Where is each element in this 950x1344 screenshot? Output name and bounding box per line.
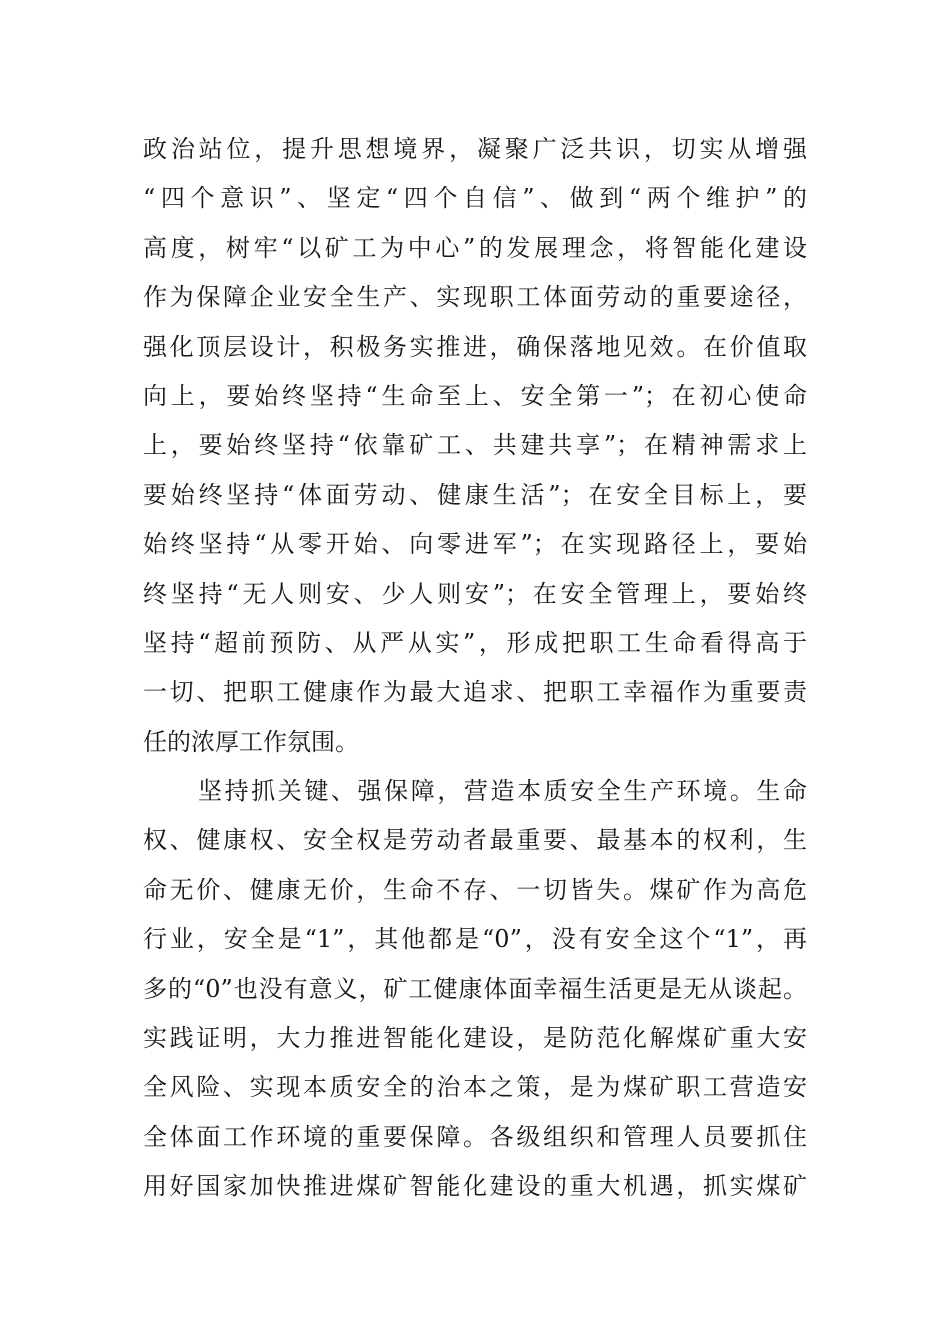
text-line: 一切、把职工健康作为最大追求、把职工幸福作为重要责	[143, 678, 807, 707]
text-line: 行业，安全是“1”，其他都是“0”，没有安全这个“1”，再	[143, 925, 807, 954]
text-line: 实践证明，大力推进智能化建设，是防范化解煤矿重大安	[143, 1024, 807, 1053]
text-line: “四个意识”、坚定“四个自信”、做到“两个维护”的	[143, 184, 807, 213]
text-line: 命无价、健康无价，生命不存、一切皆失。煤矿作为高危	[143, 875, 807, 904]
text-line: 坚持抓关键、强保障，营造本质安全生产环境。生命	[198, 777, 807, 806]
text-line: 始终坚持“从零开始、向零进军”；在实现路径上，要始	[143, 530, 807, 559]
text-line: 坚持“超前预防、从严从实”，形成把职工生命看得高于	[143, 628, 807, 657]
text-line: 上，要始终坚持“依靠矿工、共建共享”；在精神需求上	[143, 431, 807, 460]
text-line: 用好国家加快推进煤矿智能化建设的重大机遇，抓实煤矿	[143, 1172, 807, 1201]
text-line: 全风险、实现本质安全的治本之策，是为煤矿职工营造安	[143, 1073, 807, 1102]
text-line: 强化顶层设计，积极务实推进，确保落地见效。在价值取	[143, 332, 807, 361]
text-line: 多的“0”也没有意义，矿工健康体面幸福生活更是无从谈起。	[143, 974, 807, 1003]
text-line: 权、健康权、安全权是劳动者最重要、最基本的权利，生	[143, 826, 807, 855]
text-line: 任的浓厚工作氛围。	[143, 727, 359, 756]
text-line: 向上，要始终坚持“生命至上、安全第一”；在初心使命	[143, 381, 807, 410]
text-line: 全体面工作环境的重要保障。各级组织和管理人员要抓住	[143, 1122, 807, 1151]
text-line: 作为保障企业安全生产、实现职工体面劳动的重要途径，	[143, 283, 807, 312]
document-text-block	[143, 125, 807, 1212]
text-line: 要始终坚持“体面劳动、健康生活”；在安全目标上，要	[143, 480, 807, 509]
text-line: 高度，树牢“以矿工为中心”的发展理念，将智能化建设	[143, 233, 807, 262]
text-line: 政治站位，提升思想境界，凝聚广泛共识，切实从增强	[143, 135, 807, 163]
text-line: 终坚持“无人则安、少人则安”；在安全管理上，要始终	[143, 579, 807, 608]
